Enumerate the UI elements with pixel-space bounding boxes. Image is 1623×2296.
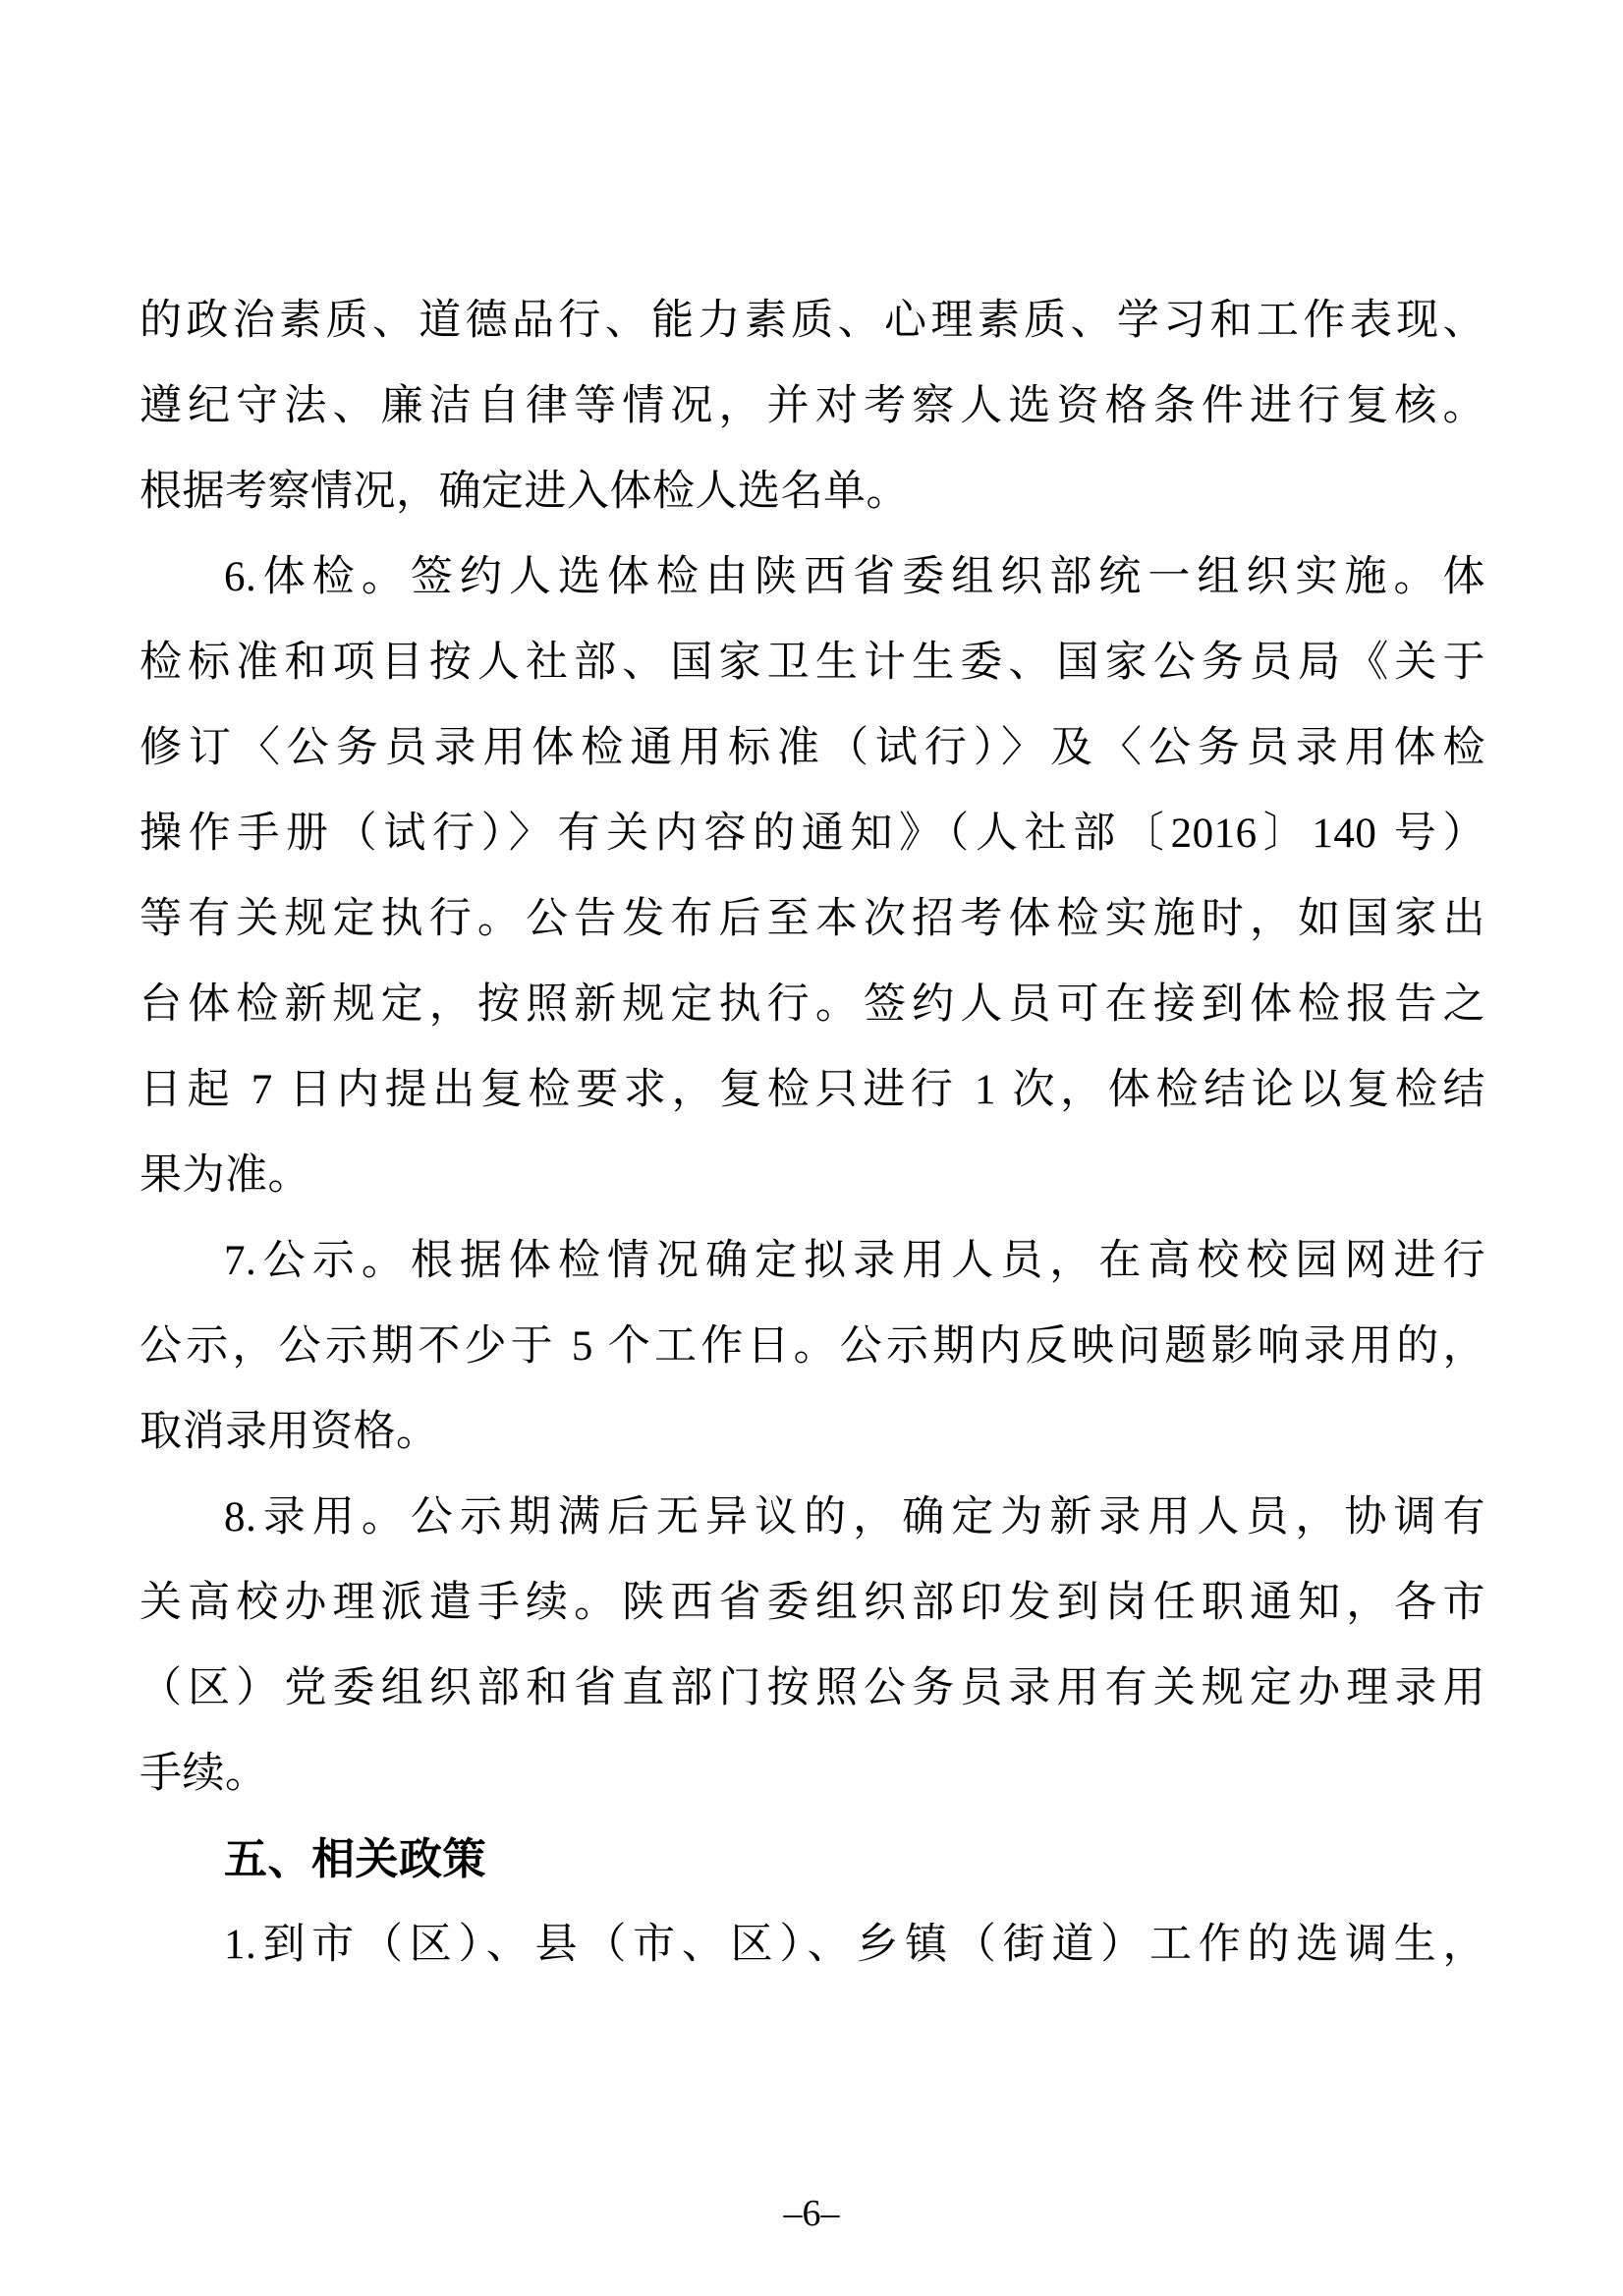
text-line: 台体检新规定，按照新规定执行。签约人员可在接到体检报告之	[140, 981, 1485, 1028]
page-number: –6–	[783, 2193, 840, 2234]
text-line: 日起 7 日内提出复检要求，复检只进行 1 次，体检结论以复检结	[140, 1067, 1485, 1113]
text-line: 操作手册（试行）〉有关内容的通知》（人社部〔2016〕140 号）	[140, 811, 1485, 857]
text-line: 的政治素质、道德品行、能力素质、心理素质、学习和工作表现、	[140, 298, 1485, 344]
text-line: 根据考察情况，确定进入体检人选名单。	[140, 469, 909, 515]
text-line: 关高校办理派遣手续。陕西省委组织部印发到岗任职通知，各市	[140, 1580, 1485, 1626]
text-line: 7.公示。根据体检情况确定拟录用人员，在高校校园网进行	[224, 1238, 1485, 1284]
text-line: 遵纪守法、廉洁自律等情况，并对考察人选资格条件进行复核。	[140, 383, 1485, 429]
text-line: 取消录用资格。	[140, 1409, 439, 1455]
text-line: 8.录用。公示期满后无异议的，确定为新录用人员，协调有	[224, 1494, 1485, 1540]
text-line: 检标准和项目按人社部、国家卫生计生委、国家公务员局《关于	[140, 640, 1485, 686]
text-line: （区）党委组织部和省直部门按照公务员录用有关规定办理录用	[140, 1665, 1485, 1711]
text-line: 1.到市（区）、县（市、区）、乡镇（街道）工作的选调生，	[224, 1922, 1485, 1968]
text-line: 等有关规定执行。公告发布后至本次招考体检实施时，如国家出	[140, 896, 1485, 942]
text-line: 修订〈公务员录用体检通用标准（试行）〉及〈公务员录用体检	[140, 725, 1485, 771]
text-line: 6.体检。签约人选体检由陕西省委组织部统一组织实施。体	[224, 554, 1485, 600]
text-line: 公示，公示期不少于 5 个工作日。公示期内反映问题影响录用的，	[140, 1323, 1485, 1370]
text-line: 手续。	[140, 1751, 268, 1797]
document-body	[140, 278, 1485, 1988]
text-line: 果为准。	[140, 1152, 310, 1199]
section-heading: 五、相关政策	[224, 1835, 486, 1883]
